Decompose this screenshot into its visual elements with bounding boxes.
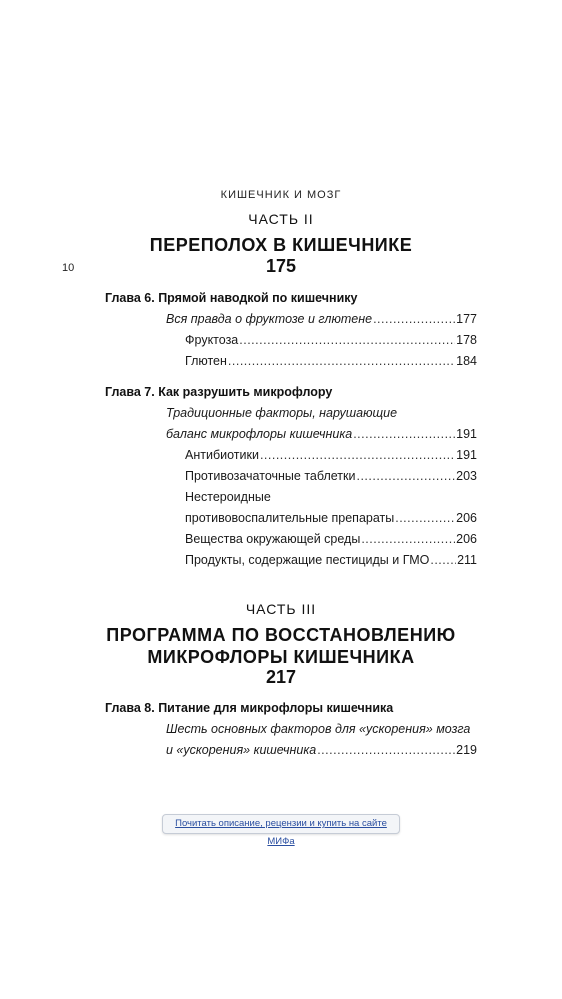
toc-entry-page: 206 — [456, 532, 477, 546]
toc-entry-text: Вся правда о фруктозе и глютене — [166, 312, 373, 326]
toc-entry-text: Глютен — [185, 354, 227, 368]
toc-entry-text-line1: Нестероидные — [185, 490, 271, 504]
toc-entry[interactable] — [185, 469, 477, 483]
dot-leader — [239, 333, 455, 347]
toc-entry[interactable] — [166, 312, 477, 326]
part-label: ЧАСТЬ III — [245, 601, 317, 617]
toc-entry[interactable] — [185, 354, 477, 368]
chapter-title: Глава 6. Прямой наводкой по кишечнику — [105, 291, 358, 305]
buy-link-button[interactable]: Почитать описание, рецензии и купить на сайте МИФа — [162, 814, 400, 834]
dot-leader — [353, 427, 455, 441]
dot-leader — [373, 312, 455, 326]
part-page-number: 217 — [265, 667, 297, 687]
toc-entry-page: 206 — [456, 511, 477, 525]
toc-entry-text: Продукты, содержащие пестициды и ГМО — [185, 553, 430, 567]
toc-entry-page: 191 — [456, 448, 477, 462]
toc-entry-text-line1: Шесть основных факторов для «ускорения» мозга — [166, 722, 471, 736]
dot-leader — [317, 743, 455, 757]
toc-entry-text: Фруктоза — [185, 333, 239, 347]
toc-entry-page: 211 — [457, 553, 477, 567]
toc-entry-text: баланс микрофлоры кишечника — [166, 427, 353, 441]
chapter-title: Глава 8. Питание для микрофлоры кишечника — [105, 701, 394, 715]
toc-entry-page: 219 — [456, 743, 477, 757]
toc-entry-text: Противозачаточные таблетки — [185, 469, 356, 483]
toc-entry[interactable] — [166, 427, 477, 441]
toc-entry-page: 203 — [456, 469, 477, 483]
part-title-line2: МИКРОФЛОРЫ КИШЕЧНИКА — [147, 647, 415, 667]
toc-entry-page: 177 — [456, 312, 477, 326]
dot-leader — [361, 532, 455, 546]
toc-entry[interactable] — [185, 333, 477, 347]
toc-entry[interactable] — [185, 448, 477, 462]
toc-entry[interactable] — [185, 532, 477, 546]
toc-entry[interactable] — [185, 511, 477, 525]
toc-entry-text: противовоспалительные препараты — [185, 511, 395, 525]
running-head: КИШЕЧНИК И МОЗГ — [220, 189, 342, 201]
toc-entry-text: и «ускорения» кишечника — [166, 743, 317, 757]
part-title: ПЕРЕПОЛОХ В КИШЕЧНИКЕ — [149, 235, 413, 255]
part-label: ЧАСТЬ II — [248, 211, 314, 227]
dot-leader — [395, 511, 455, 525]
dot-leader — [430, 553, 456, 567]
toc-entry[interactable] — [185, 553, 477, 567]
toc-entry-page: 191 — [456, 427, 477, 441]
page-number: 10 — [62, 262, 75, 274]
part-page-number: 175 — [265, 256, 297, 276]
toc-entry-text: Вещества окружающей среды — [185, 532, 361, 546]
dot-leader — [228, 354, 455, 368]
toc-entry-text: Антибиотики — [185, 448, 259, 462]
toc-entry-page: 184 — [456, 354, 477, 368]
chapter-title: Глава 7. Как разрушить микрофлору — [105, 385, 333, 399]
part-title-line1: ПРОГРАММА ПО ВОССТАНОВЛЕНИЮ — [106, 625, 456, 645]
toc-entry-page: 178 — [456, 333, 477, 347]
toc-entry-text-line1: Традиционные факторы, нарушающие — [166, 406, 398, 420]
toc-entry[interactable] — [166, 743, 477, 757]
dot-leader — [356, 469, 455, 483]
dot-leader — [260, 448, 455, 462]
